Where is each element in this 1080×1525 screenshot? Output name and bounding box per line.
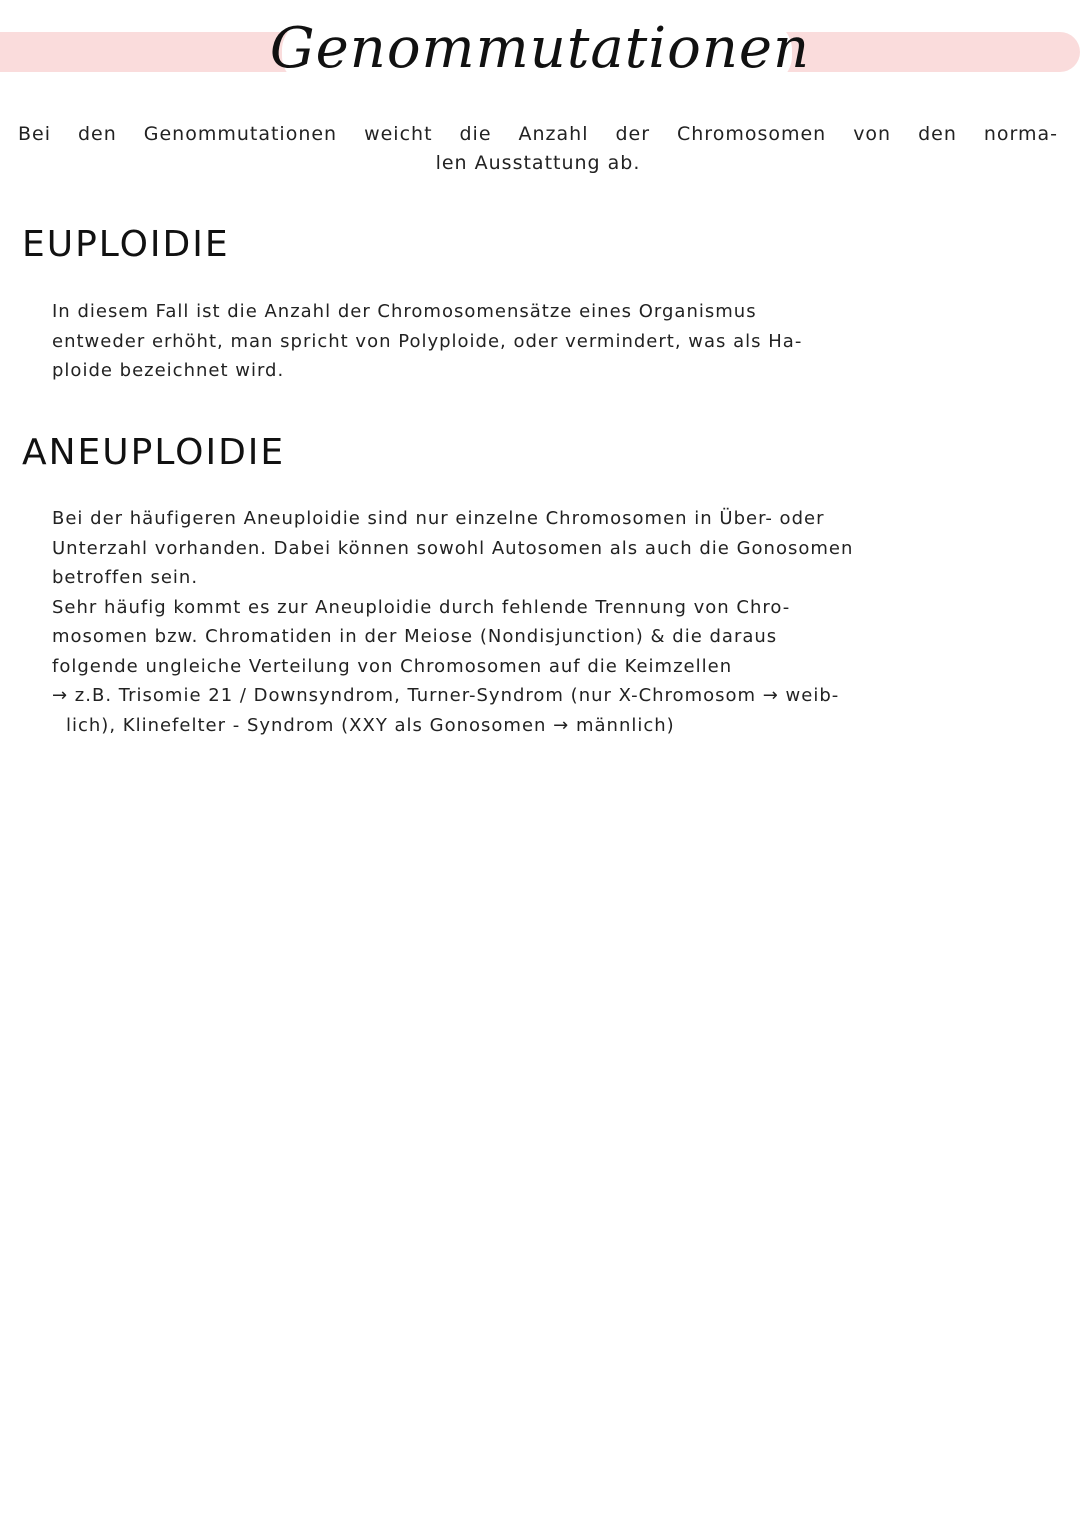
page-title: Genommutationen [269,16,811,81]
text-line: In diesem Fall ist die Anzahl der Chromosomensätze eines Organismus [52,301,757,322]
text-line: entweder erhöht, man spricht von Polyploide, oder vermindert, was als Ha- [52,330,803,352]
section-text-aneuploidie [52,504,1058,740]
text-line: mosomen bzw. Chromatiden in der Meiose (Nondisjunction) & die daraus [52,626,778,647]
text-line: Unterzahl vorhanden. Dabei können sowohl Autosomen als auch die Gonosomen [52,537,854,559]
text-line: Sehr häufig kommt es zur Aneuploidie durch fehlende Trennung von Chro- [52,596,791,618]
intro-paragraph [18,120,1058,178]
text-line: ploide bezeichnet wird. [52,360,285,381]
text-line: Bei der häufigeren Aneuploidie sind nur einzelne Chromosomen in Über- oder [52,508,825,529]
example-line: → z.B. Trisomie 21 / Downsyndrom, Turner-Syndrom (nur X-Chromosom → weib- [52,685,840,706]
text-line: betroffen sein. [52,567,199,588]
section-heading-aneuploidie: ANEUPLOIDIE [22,432,286,473]
section-text-euploidie [52,297,1058,386]
intro-line: Bei den Genommutationen weicht die Anzahl der Chromosomen von den norma- [18,123,1058,145]
section-heading-euploidie: EUPLOIDIE [22,224,230,265]
example-line: lich), Klinefelter - Syndrom (XXY als Gonosomen → männlich) [66,714,675,736]
text-line: folgende ungleiche Verteilung von Chromosomen auf die Keimzellen [52,655,733,677]
intro-line: len Ausstattung ab. [435,152,641,174]
